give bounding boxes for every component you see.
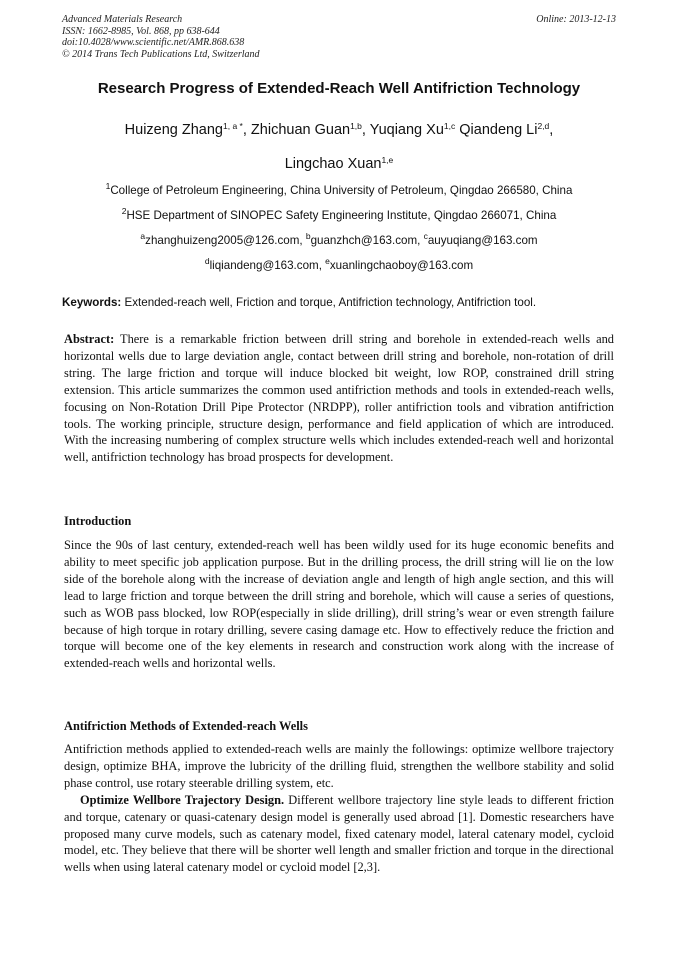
introduction-paragraph: Since the 90s of last century, extended-reach well has been wildly used for its huge economic benefits and ability to meet specific job application purpose. But in the drilling process, the drill string will lie on the low side of the borehole along with the increase of deviation angle and length of high angle section, and this will lead to large friction and torque between the drill string and borehole, which will cause a series of questions, such as WOB pass blocked, low ROP(especially in slide drilling), drill string’s wear or even strength failure because of high torque in rotary drilling, severe casing damage etc. How to effectively reduce the friction and torque will become one of the key elements in research and construction work along with the increase of extended-reach wells and horizontal wells.	[64, 538, 614, 671]
journal-doi: doi:10.4028/www.scientific.net/AMR.868.638	[62, 37, 245, 48]
email-sup: e	[325, 256, 330, 266]
email-sup: c	[423, 231, 428, 241]
email-address: xuanlingchaoboy@163.com	[329, 259, 474, 272]
keywords-label: Keywords:	[62, 296, 122, 309]
email-address: guanzhch@163.com	[310, 234, 418, 247]
email-sep: ,	[299, 234, 306, 247]
email-sup: d	[204, 256, 210, 266]
email-line-1	[40, 231, 638, 247]
author-line-2	[40, 147, 638, 181]
author-sep: ,	[242, 122, 251, 138]
journal-header	[62, 14, 616, 60]
author-name: Huizeng Zhang	[124, 122, 223, 138]
author-sup: 1,e	[381, 155, 394, 165]
paper-title: Research Progress of Extended-Reach Well Antifriction Technology	[97, 80, 581, 97]
author-sup: 1,b	[350, 121, 362, 131]
abstract	[64, 331, 614, 466]
email-address: auyuqiang@163.com	[427, 234, 538, 247]
email-line-2	[40, 256, 638, 272]
author-list	[40, 113, 638, 181]
trajectory-label: Optimize Wellbore Trajectory Design.	[80, 792, 285, 807]
affiliation-text: HSE Department of SINOPEC Safety Engineering Institute, Qingdao 266071, China	[126, 209, 557, 222]
abstract-text: There is a remarkable friction between drill string and borehole in extended-reach wells and horizontal wells due to large deviation angle, contact between drill string and borehole, non-rotation of drill string. The large friction and torque will induce blocked bit weight, low ROP, constrained drill string extension. This article summarizes the common used antifriction methods and tools in extended-reach wells, focusing on Non-Rotation Drill Pipe Protector (NRDPP), roller antifriction tools and vibration antifriction tools. The working principle, structure design, performance and field application of which are introduced. With the increasing numbering of complex structure wells which includes extended-reach well and horizontal well, antifriction technology has broad prospects for development.	[64, 332, 614, 465]
author-sup: 1,c	[443, 121, 456, 131]
author-name: Zhichuan Guan	[250, 122, 351, 138]
methods-heading: Antifriction Methods of Extended-reach Wells	[64, 719, 308, 733]
email-sup: a	[140, 231, 146, 241]
methods-section	[64, 741, 614, 876]
author-name: Lingchao Xuan	[284, 156, 382, 172]
email-address: zhanghuizeng2005@126.com	[145, 234, 300, 247]
author-sep: ,	[549, 122, 554, 138]
affiliation-1	[40, 181, 638, 197]
author-sup: 1, a *	[223, 121, 243, 131]
keywords	[62, 296, 622, 309]
email-sep: ,	[417, 234, 424, 247]
author-name: Yuqiang Xu	[369, 122, 444, 138]
online-date: Online: 2013-12-13	[536, 14, 616, 25]
author-line-1	[40, 113, 638, 147]
author-sep: ,	[361, 122, 370, 138]
trajectory-text: Different wellbore trajectory line style leads to different friction and torque, catenary or quasi-catenary design model is generally used abroad [1]. Domestic researchers have proposed many curve models, such as catenary model, fixed catenary model, lateral catenary model, cycloid model, etc. They believe that there will be shorter well length and smaller friction and torque in the directional wells when using lateral catenary model or cycloid model [2,3].	[64, 792, 614, 875]
affiliation-2	[40, 206, 638, 222]
introduction-heading: Introduction	[64, 514, 132, 528]
author-sup: 2,d	[537, 121, 550, 131]
journal-issn: ISSN: 1662-8985, Vol. 868, pp 638-644	[62, 25, 220, 37]
abstract-label: Abstract:	[64, 332, 115, 346]
journal-copyright: © 2014 Trans Tech Publications Ltd, Switzerland	[62, 48, 260, 60]
email-sep: ,	[318, 259, 326, 272]
journal-info	[62, 14, 260, 60]
affiliation-sup: 1	[105, 181, 111, 191]
email-address: liqiandeng@163.com	[209, 259, 319, 272]
affiliation-sup: 2	[121, 206, 127, 216]
affiliation-text: College of Petroleum Engineering, China University of Petroleum, Qingdao 266580, China	[110, 184, 573, 197]
journal-name: Advanced Materials Research	[62, 14, 183, 25]
email-sup: b	[305, 231, 311, 241]
trajectory-paragraph	[64, 792, 614, 877]
methods-paragraph: Antifriction methods applied to extended-reach wells are mainly the followings: optimize wellbore trajectory design, optimize BHA, improve the lubricity of the drilling fluid, strengthen the wellbore stability and solid phase control, use rotary steerable drilling system, etc.	[64, 742, 614, 790]
author-name: Qiandeng Li	[459, 122, 538, 138]
keywords-text: Extended-reach well, Friction and torque, Antifriction technology, Antifriction tool.	[121, 296, 537, 309]
